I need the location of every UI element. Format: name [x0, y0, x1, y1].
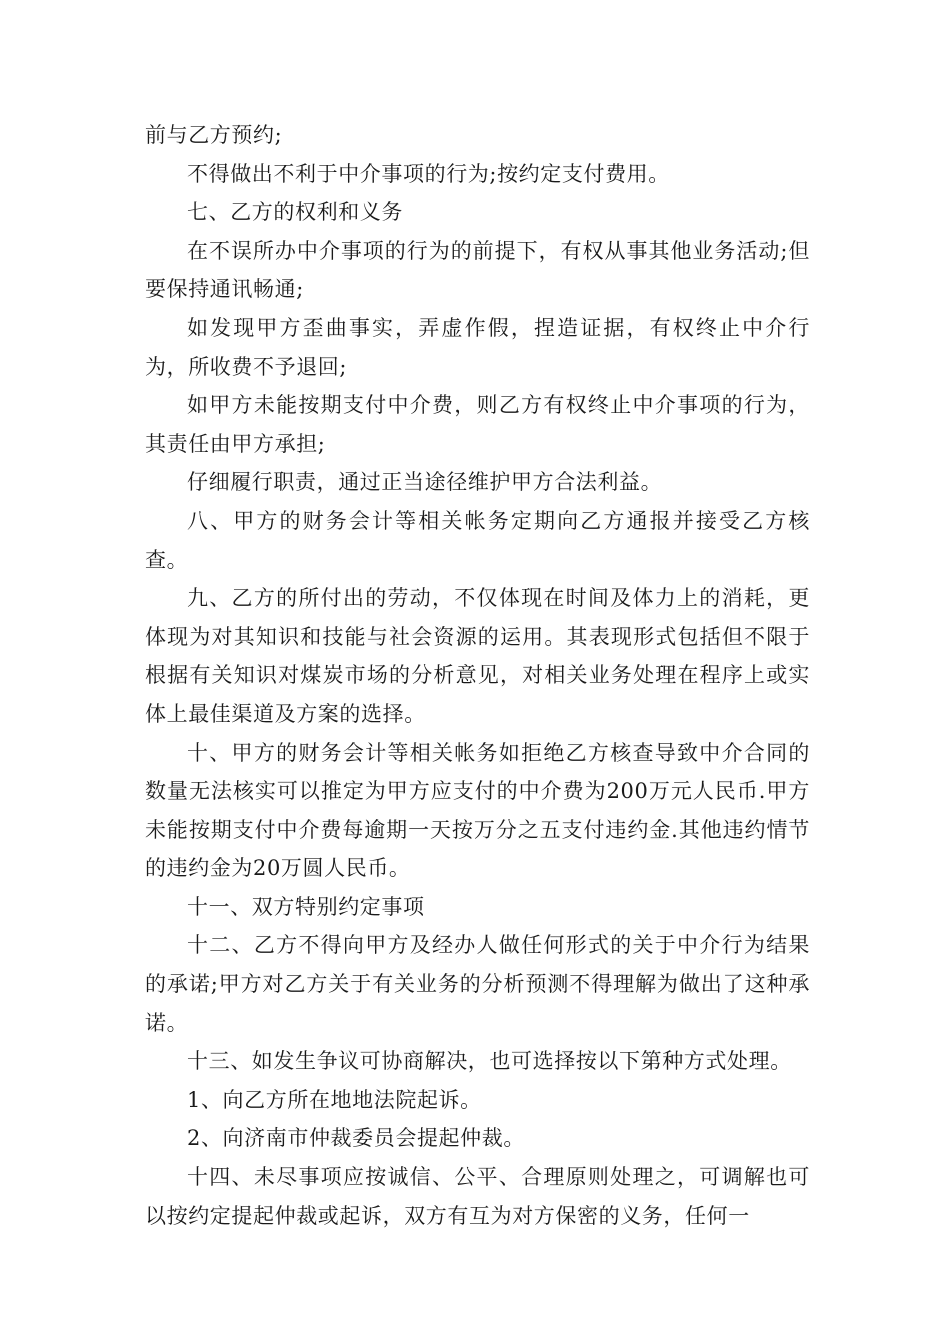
option-1: 1、向乙方所在地地法院起诉。 — [187, 1087, 482, 1112]
clause-10: 十、甲方的财务会计等相关帐务如拒绝乙方核查导致中介合同的数量无法核实可以推定为甲方应支付的中介费为200万元人民币.甲方未能按期支付中介费每逾期一天按万分之五支付违约金.其他违约情节的违约金为20万圆人民币。 — [145, 740, 810, 881]
paragraph-4: 在不误所办中介事项的行为的前提下，有权从事其他业务活动;但要保持通讯畅通; — [145, 238, 810, 302]
clause-13: 十三、如发生争议可协商解决，也可选择按以下第种方式处理。 — [187, 1049, 792, 1074]
paragraph-6: 如甲方未能按期支付中介费，则乙方有权终止中介事项的行为，其责任由甲方承担; — [145, 393, 810, 456]
clause-9: 九、乙方的所付出的劳动，不仅体现在时间及体力上的消耗，更体现为对其知识和技能与社会资源的运用。其表现形式包括但不限于根据有关知识对煤炭市场的分析意见，对相关业务处理在程序上或实体上最佳渠道及方案的选择。 — [145, 586, 810, 726]
option-2: 2、向济南市仲裁委员会提起仲裁。 — [187, 1126, 525, 1151]
clause-8: 八、甲方的财务会计等相关帐务定期向乙方通报并接受乙方核查。 — [145, 508, 810, 572]
paragraph-2: 不得做出不利于中介事项的行为;按约定支付费用。 — [187, 161, 670, 186]
document-body — [145, 116, 810, 1235]
section-heading-7: 七、乙方的权利和义务 — [187, 200, 403, 225]
clause-11: 十一、双方特别约定事项 — [187, 894, 425, 919]
clause-14: 十四、未尽事项应按诚信、公平、合理原则处理之，可调解也可以按约定提起仲裁或起诉，双方有互为对方保密的义务，任何一 — [145, 1165, 810, 1228]
paragraph-5: 如发现甲方歪曲事实，弄虚作假，捏造证据，有权终止中介行为，所收费不予退回; — [145, 315, 810, 379]
paragraph-7: 仔细履行职责，通过正当途径维护甲方合法利益。 — [187, 470, 663, 495]
clause-12: 十二、乙方不得向甲方及经办人做任何形式的关于中介行为结果的承诺;甲方对乙方关于有关业务的分析预测不得理解为做出了这种承诺。 — [145, 933, 810, 1035]
paragraph-1: 前与乙方预约; — [145, 123, 283, 147]
